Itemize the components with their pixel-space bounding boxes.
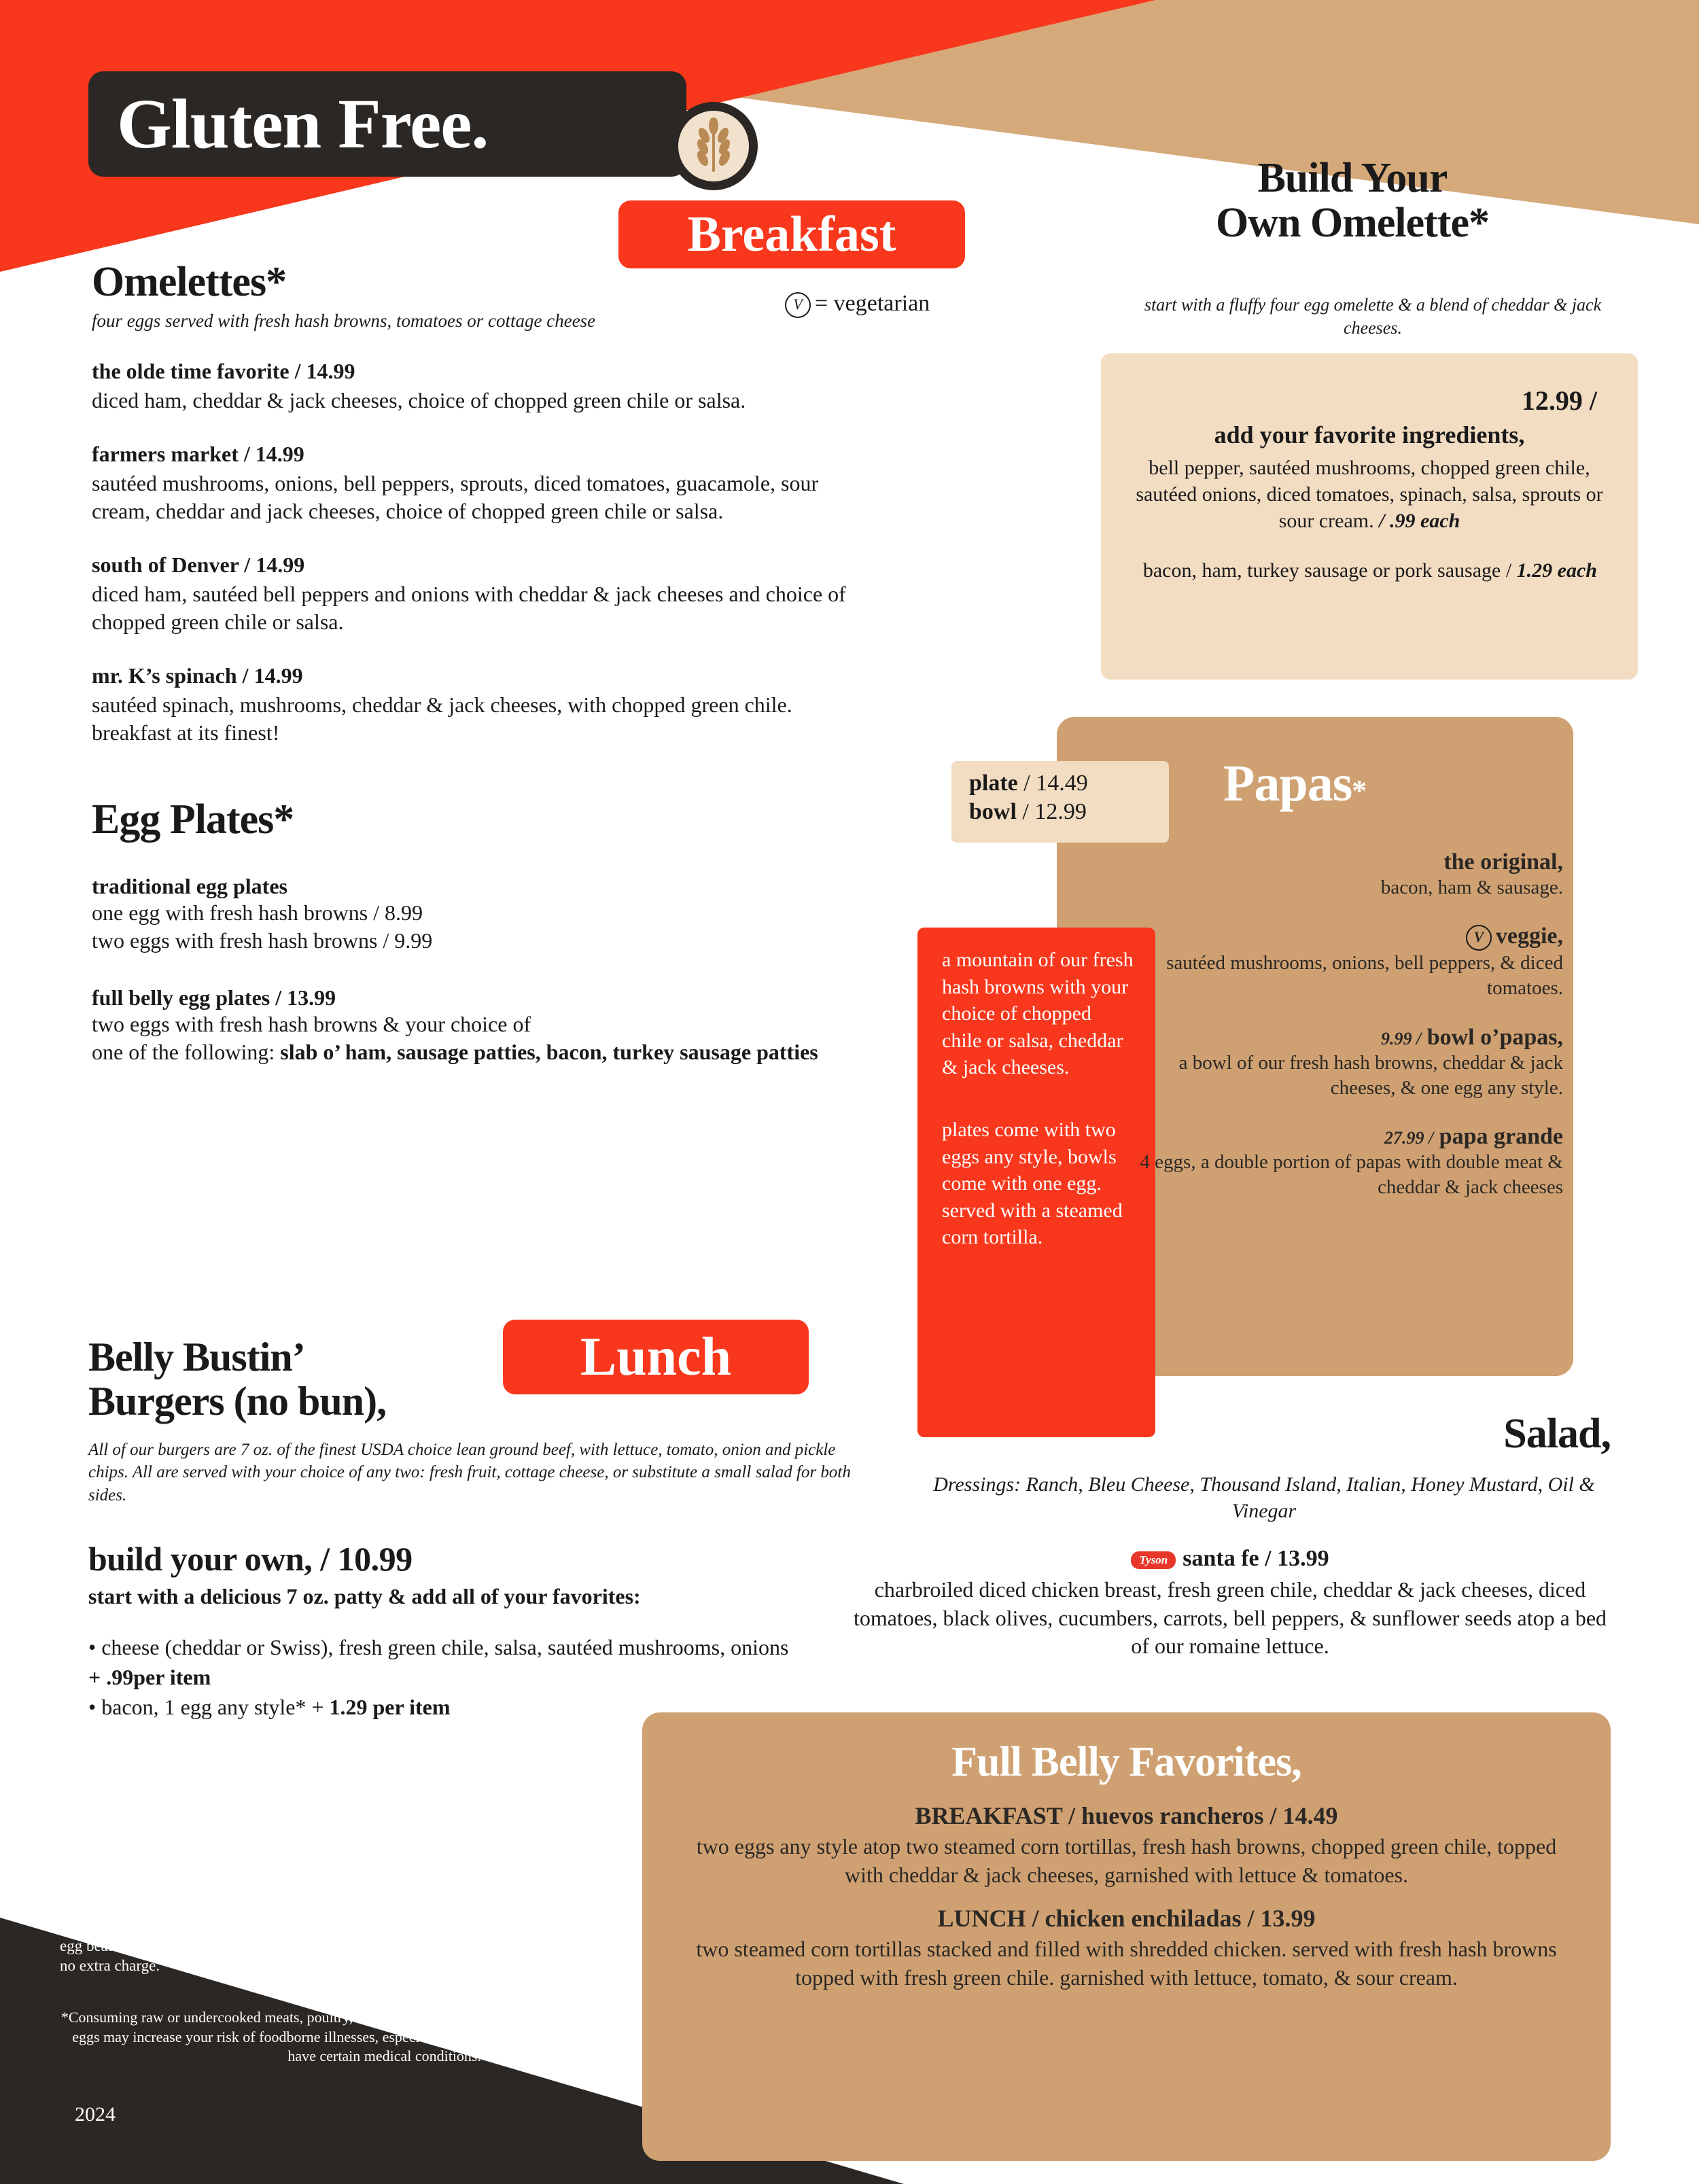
item-desc: diced ham, sautéed bell peppers and onions with cheddar & jack cheeses and choice of chopped green chile or salsa.	[92, 581, 846, 634]
burgers-title: Belly Bustin’ Burgers (no bun),	[88, 1335, 387, 1424]
build-your-own-burger-sub: start with a delicious 7 oz. patty & add all of your favorites:	[88, 1584, 641, 1609]
papas-title: Papas*	[1223, 755, 1367, 812]
byo-meats-price: 1.29 each	[1516, 559, 1597, 582]
papas-item-desc: sautéed mushrooms, onions, bell peppers, & diced tomatoes.	[1166, 952, 1563, 1000]
fbf-item-desc: two eggs any style atop two steamed corn tortillas, fresh hash browns, chopped green chile, topped with cheddar & jack cheeses, garnished with lettuce & tomatoes.	[696, 1834, 1557, 1887]
papas-items	[1115, 849, 1563, 1223]
traditional-egg-plate-line: one egg with fresh hash browns / 8.99	[92, 900, 423, 925]
burgers-section	[88, 1335, 856, 1723]
menu-item	[92, 442, 866, 525]
salad-item-name: Tyson santa fe / 13.99	[850, 1546, 1611, 1572]
papas-item-name: 9.99 / bowl o’papas,	[1380, 1024, 1563, 1050]
bowl-price-row: bowl / 12.99	[969, 799, 1087, 824]
menu-item	[92, 663, 866, 747]
full-belly-desc-line: two eggs with fresh hash browns & your choice of	[92, 1011, 531, 1036]
papas-item-desc: 4 eggs, a double portion of papas with double meat & cheddar & jack cheeses	[1140, 1150, 1563, 1198]
page-title: Gluten Free.	[117, 85, 489, 163]
breakfast-section-pill: Breakfast	[618, 200, 965, 268]
papas-item	[1115, 923, 1563, 1001]
papas-asterisk: *	[1352, 774, 1367, 807]
item-name: farmers market / 14.99	[92, 441, 304, 466]
build-your-own-omelette-box	[1101, 353, 1638, 680]
byo-meats: bacon, ham, turkey sausage or pork sausage / 1.29 each	[1142, 559, 1597, 582]
egg-plates-heading: Egg Plates*	[92, 796, 294, 843]
lunch-section-pill: Lunch	[503, 1320, 809, 1394]
papas-item	[1115, 1124, 1563, 1200]
byo-ingredients-price: / .99 each	[1379, 510, 1460, 532]
byo-price: 12.99 /	[1521, 385, 1597, 416]
burger-addon-line: • bacon, 1 egg any style* + 1.29 per item	[88, 1695, 451, 1720]
papas-item-price: 27.99 /	[1384, 1127, 1434, 1148]
consumer-advisory-note: *Consuming raw or undercooked meats, poultry, seafood, shellfish, or eggs may increase your risk of foodborne illnesses, especially if you have certain medical conditions.	[60, 2009, 481, 2065]
burger-addon-price: 1.29 per item	[329, 1695, 451, 1720]
salad-title: Salad,	[1503, 1411, 1611, 1457]
item-name: mr. K’s spinach / 14.99	[92, 663, 303, 688]
papas-desc-1: a mountain of our fresh hash browns with your choice of chopped chile or salsa, cheddar & jack cheeses.	[942, 949, 1134, 1079]
papas-item-desc: a bowl of our fresh hash browns, cheddar & jack cheeses, & one egg any style.	[1178, 1051, 1563, 1099]
papas-item	[1115, 1025, 1563, 1101]
omelettes-subheading: four eggs served with fresh hash browns, tomatoes or cottage cheese	[92, 311, 596, 331]
build-your-own-omelette-title: Build Your Own Omelette*	[1216, 155, 1489, 246]
full-belly-egg-plates-label: full belly egg plates / 13.99	[92, 985, 336, 1010]
traditional-egg-plate-line: two eggs with fresh hash browns / 9.99	[92, 928, 433, 953]
fbf-item-desc: two steamed corn tortillas stacked and filled with shredded chicken. served with fresh hash browns topped with fresh green chile. garnished with lettuce, tomato, & sour cream.	[696, 1937, 1557, 1990]
burgers-note: All of our burgers are 7 oz. of the finest USDA choice lean ground beef, with lettuce, tomato, onion and pickle chips. All are served with your choice of any two: fresh fruit, cottage cheese, or substitute a small salad for both sides.	[88, 1440, 851, 1504]
papas-item-name: the original,	[1443, 849, 1563, 875]
title-plate	[88, 71, 686, 177]
full-belly-desc-prefix: one of the following:	[92, 1040, 275, 1065]
byo-ingredients: bell pepper, sautéed mushrooms, chopped green chile, sautéed onions, diced tomatoes, spinach, salsa, sprouts or sour cream. / .99 each	[1136, 457, 1603, 532]
fbf-item-header: BREAKFAST / huevos rancheros / 14.49	[915, 1802, 1338, 1829]
build-your-own-omelette-subtitle: start with a fluffy four egg omelette & a blend of cheddar & jack cheeses.	[1144, 295, 1602, 338]
menu-item	[92, 359, 866, 415]
byo-add-label: add your favorite ingredients,	[1214, 421, 1525, 448]
left-column	[92, 258, 866, 1067]
item-name: south of Denver / 14.99	[92, 552, 305, 577]
papas-price-box	[951, 761, 1169, 843]
full-belly-favorites-title: Full Belly Favorites,	[951, 1739, 1301, 1785]
papas-desc-2: plates come with two eggs any style, bowls come with one egg. served with a steamed corn tortilla.	[942, 1118, 1123, 1249]
salad-item	[850, 1546, 1611, 1661]
salad-item-desc: charbroiled diced chicken breast, fresh green chile, cheddar & jack cheeses, diced tomatoes, black olives, cucumbers, carrots, bell peppers, & sunflower seeds atop a bed of our romaine lettuce.	[853, 1577, 1607, 1659]
plate-price-row: plate / 14.49	[969, 771, 1088, 796]
omelettes-heading: Omelettes*	[92, 259, 287, 305]
burger-addon-line: • cheese (cheddar or Swiss), fresh green chile, salsa, sautéed mushrooms, onions	[88, 1635, 789, 1660]
salad-dressings: Dressings: Ranch, Bleu Cheese, Thousand Island, Italian, Honey Mustard, Oil & Vinegar	[933, 1473, 1595, 1522]
papas-item-desc: bacon, ham & sausage.	[1380, 877, 1563, 898]
full-belly-favorites-box	[642, 1712, 1611, 2161]
full-belly-choices: slab o’ ham, sausage patties, bacon, turkey sausage patties	[280, 1040, 818, 1065]
papas-item	[1115, 849, 1563, 900]
item-desc: sautéed mushrooms, onions, bell peppers, sprouts, diced tomatoes, guacamole, sour cream, cheddar and jack cheeses, choice of chopped green chile or salsa.	[92, 470, 819, 523]
papas-item-name: 27.99 / papa grande	[1384, 1123, 1563, 1149]
vegetarian-legend: V = vegetarian	[785, 291, 930, 318]
vegetarian-icon: V	[1466, 925, 1492, 951]
traditional-egg-plates-label: traditional egg plates	[92, 873, 287, 898]
papas-item-name: V veggie,	[1115, 923, 1563, 951]
burger-addons	[88, 1632, 856, 1722]
full-belly-desc-line	[92, 1038, 866, 1067]
tyson-brand-badge: Tyson	[1131, 1551, 1176, 1569]
year-label: 2024	[75, 2103, 116, 2126]
item-desc: sautéed spinach, mushrooms, cheddar & jack cheeses, with chopped green chile. breakfast at its finest!	[92, 692, 792, 745]
wheat-icon	[669, 102, 758, 190]
item-desc: diced ham, cheddar & jack cheeses, choice of chopped green chile or salsa.	[92, 388, 746, 412]
menu-item	[92, 552, 866, 636]
vegetarian-icon: V	[785, 292, 811, 318]
egg-substitution-note: egg beaters or egg whites (substitution) for no extra charge.	[60, 1937, 328, 1974]
fbf-item-header: LUNCH / chicken enchiladas / 13.99	[937, 1905, 1316, 1933]
item-name: the olde time favorite / 14.99	[92, 359, 355, 383]
papas-item-price: 9.99 /	[1380, 1028, 1422, 1049]
build-your-own-burger-title: build your own, / 10.99	[88, 1540, 413, 1579]
burger-addon-price: + .99per item	[88, 1665, 211, 1690]
